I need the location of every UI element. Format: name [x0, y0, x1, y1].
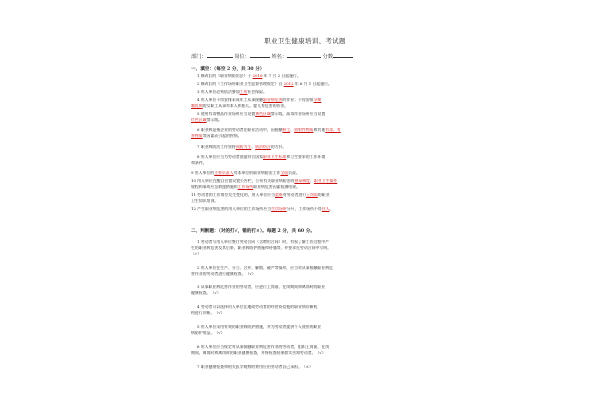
tf1-line2: 生的职业病危害及其后果、职业病防护措施和待遇等，并要求在劳动合同中写明。 [191, 246, 332, 250]
tf5-line2: 病防护用品。（√） [191, 331, 225, 335]
q7-text-end: 的方针。 [270, 145, 287, 149]
q9-text-end: 负责。 [288, 171, 300, 175]
q10-answer1: 规章制度 [294, 179, 311, 183]
info-line [191, 52, 421, 60]
q8-text: 8 用人单位应当为劳动者创造符合国家 [197, 155, 263, 159]
q8-text-end: 和卫生要求的工作环境 [286, 155, 326, 159]
dept-label: 部门： [191, 54, 207, 60]
q9-line [191, 171, 419, 176]
q8-answer: 职业卫生标准 [262, 155, 287, 159]
tf4-line1: 4 劳动者可以选择用人单位在地或劳动者的经营资信他的职业病诊断机 [197, 305, 318, 309]
section2-heading: 二、判断题：（对的打√，错的打×）。每题 2 分，共 60 分。 [191, 229, 315, 234]
tf1-line1: 1 劳动者与用人单位签订劳动合同（含聘用合同）时，有权了解工作过程中产 [197, 240, 330, 244]
q7-text: 7 职业病防治工作坚持 [197, 145, 236, 149]
q5-answer1: 黄色区域 [255, 112, 271, 116]
q11-answer1: 重新 [275, 193, 283, 197]
q6-text: 6 职业病是指企业的劳动者在职业活动中，因接触 [197, 128, 283, 132]
name-label: 姓名： [269, 54, 288, 60]
q1-text-end: 年 7 月 2 日起施行。 [262, 74, 301, 78]
q6-line1 [197, 128, 419, 133]
q2-text: 2 修改后的《工作场所职业卫生监督管理规定》自 [197, 82, 284, 86]
q6-answer1: 粉尘 [282, 128, 291, 132]
exam-page [185, 0, 425, 400]
q10-line2 [191, 185, 419, 190]
q5-line1 [197, 112, 419, 117]
q9-text-mid: 对本单位的职业病防治工作 [233, 171, 281, 175]
q4-answer2: 孕期 [313, 98, 322, 102]
q7-sep: 、 [251, 145, 256, 149]
q6-answer4: 害物质 [191, 134, 203, 138]
q6-answer3: 有毒、有 [325, 128, 341, 132]
q10-answer3: 工作场所 [237, 185, 254, 189]
q11-text-end: 的职业 [317, 193, 330, 197]
q7-line [197, 145, 419, 150]
q12-text-mid: 分开，工作场所不得 [286, 207, 322, 211]
q3-text: 3 用人单位必须依法参加 [197, 90, 240, 94]
q11-text: 11 劳动者的工作岗位发生变化的，用人单位应当 [191, 193, 275, 197]
q11-line1 [191, 193, 419, 198]
q4-answer3: 哺乳期 [191, 104, 203, 108]
q7-answer1: 预防为主 [235, 145, 252, 149]
tf6-line2: 期间，离岗时和离岗时的职业健康检查，并将检查结果如实告知劳动者。（√） [191, 351, 326, 355]
q9-text: 9 用人单位的 [191, 171, 215, 175]
q12-text: 12 产生职业病危害的用人单位的工作场所应当 [191, 207, 272, 211]
q6-line2 [191, 134, 419, 139]
q10-text2: 规程和事故应急救援措施和 [191, 185, 238, 189]
tf2-line2: 害作业的劳动者进行健康检查。（√） [191, 272, 256, 276]
name-blank [287, 52, 321, 58]
q8-line2: 和条件。 [191, 161, 207, 165]
q9-answer2: 全面 [280, 171, 289, 175]
q12-answer1: 生活场所 [271, 207, 287, 211]
q5-line2 [191, 118, 419, 123]
section1-heading: 一、填空：（每空 2 分，共 30 分） [191, 67, 265, 72]
q12-text-end: 。 [329, 207, 334, 211]
q11-answer2: 上岗前 [306, 193, 318, 197]
q4-text-mid: 的作业；不得安排 [282, 98, 314, 102]
tf3-line2: 健康检查。（√） [191, 291, 221, 295]
post-blank [250, 52, 270, 58]
score-label: 分数 [321, 54, 334, 60]
q11-text-mid: 对劳动者进行 [282, 193, 307, 197]
tf6-line1: 6 用人单位应当规定对从事接触职业病危害作业的劳动者，组织上岗前，在岗 [197, 345, 330, 349]
q10-text-end: 职业病危害因素检测结果。 [253, 185, 300, 189]
q4-answer1: 职业病危害 [262, 98, 283, 102]
tf7-line: 7 职业健康检查和相关医学观察的费用应由劳动者自己承担。（×） [197, 365, 313, 369]
q3-text-end: 社会保险。 [247, 90, 267, 94]
q4-line2 [191, 104, 419, 109]
q1-answer: 2016 [252, 74, 263, 78]
score-blank [333, 52, 353, 58]
q5-answer2: 红色区域 [191, 118, 207, 122]
q4-text-end: 的女职工从事对本人和胎儿、婴儿有危害的作业。 [202, 104, 289, 108]
q1-text: 1 修改后的《职业病防治法》于 [197, 74, 253, 78]
q6-answer2: 放射性物质 [294, 128, 314, 132]
post-label: 岗位： [232, 54, 250, 60]
tf3-line1: 3 从事职业病危害作业的劳动者，应进行上岗前、在岗期间和离岗时的职业 [197, 285, 326, 289]
q7-answer2: 防治结合 [255, 145, 271, 149]
q11-line2: 卫生知识培训。 [191, 199, 219, 203]
q10-answer2: 职业卫生操作 [313, 179, 338, 183]
page-title: 职业卫生健康培训、考试题 [264, 37, 346, 45]
q3-line [197, 90, 419, 95]
tf4-line2: 构进行诊断。（√） [191, 311, 225, 315]
q4-text: 4 用人单位不得安排未成年工从事接触 [197, 98, 263, 102]
tf2-line1: 2 用人单位在生产、分立、合并、解散、破产等情形，应当对从事接触职业病危 [197, 266, 333, 270]
q2-answer: 2012 [283, 82, 294, 86]
q10-line1 [191, 179, 419, 184]
q5-text: 5 使用有毒物品作业场所应当设置 [197, 112, 256, 116]
q5-text-mid: 警示线，高毒作业场所应当设置 [270, 112, 326, 116]
q3-answer: 工伤 [239, 90, 248, 94]
q6-text-mid: 和其他 [313, 128, 326, 132]
q8-line1 [197, 155, 419, 160]
dept-blank [207, 52, 233, 58]
q12-answer2: 住人 [321, 207, 330, 211]
tf5-line1: 5 用人单位采用有效的职业病防护措施，并为劳动者提供个人使用的职业 [197, 325, 322, 329]
q4-line1 [197, 98, 419, 103]
q10-sep: 、 [310, 179, 314, 183]
tf1-line3: （√） [191, 252, 202, 256]
q9-answer1: 主要负责人 [214, 171, 234, 175]
q6-text-end: 等因素而引起的疾病。 [202, 134, 242, 138]
q2-text-end: 年 6 月 1 日起施行。 [293, 82, 332, 86]
q2-line [197, 82, 419, 87]
q12-line [191, 207, 419, 212]
q5-text-end: 警示线。 [206, 118, 223, 122]
q10-text: 10 用人单位在醒目位置设置公告栏，公布有关职业病防治的 [191, 179, 295, 183]
q6-sep: 、 [290, 128, 295, 132]
q1-line [197, 74, 419, 79]
